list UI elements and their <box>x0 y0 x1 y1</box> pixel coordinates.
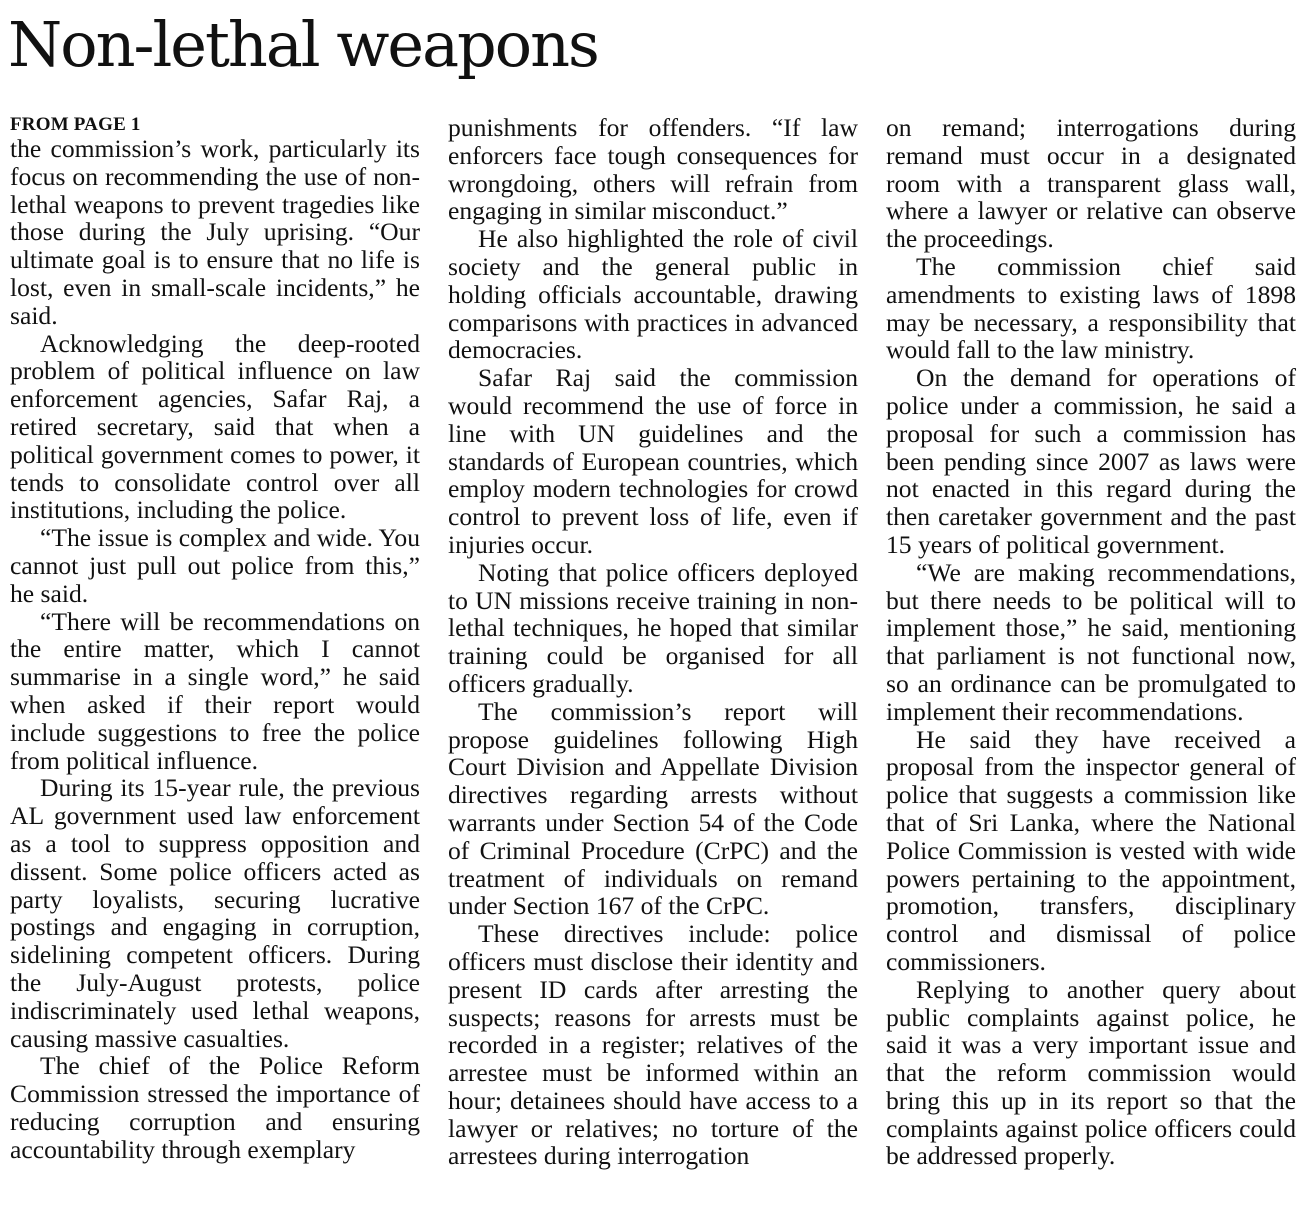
paragraph: Safar Raj said the commission would recommend the use of force in line with UN guidelines and the standards of European countries, which employ modern technologies for crowd control to prevent loss of life, even if injuries occur. <box>448 363 858 559</box>
paragraph: He also highlighted the role of civil society and the general public in holding officials accountable, drawing comparisons with practices in advanced democracies. <box>448 224 858 365</box>
paragraph: Replying to another query about public complaints against police, he said it was a very important issue and that the reform commission would bring this up in its report so that the complaints against police officers could be addressed properly. <box>886 974 1296 1171</box>
paragraph: Noting that police officers deployed to UN missions receive training in non-lethal techniques, he hoped that similar training could be organised for all officers gradually. <box>448 557 858 698</box>
paragraph: The commission’s report will propose guidelines following High Court Division and Appellate Division directives regarding arrests without warrants under Section 54 of the Code of Criminal Procedure (CrPC) and the treatment of individuals on remand under Section 167 of the CrPC. <box>448 696 858 921</box>
headline: Non-lethal weapons <box>8 8 598 81</box>
paragraph: “There will be recommendations on the entire matter, which I cannot summarise in a single word,” he said when asked if their report would include suggestions to free the police from political influence. <box>10 606 420 775</box>
paragraph: Acknowledging the deep-rooted problem of political influence on law enforcement agencies, Safar Raj, a retired secretary, said that when a political government comes to power, it tends to consolidate control over all institutions, including the police. <box>10 328 420 525</box>
paragraph: the commission’s work, particularly its focus on recommending the use of non-lethal weapons to prevent tragedies like those during the July uprising. “Our ultimate goal is to ensure that no life is lost, even in small-scale incidents,” he said. <box>10 134 420 330</box>
paragraph: “The issue is complex and wide. You cannot just pull out police from this,” he said. <box>10 523 420 608</box>
kicker-from-page: FROM PAGE 1 <box>10 114 141 135</box>
paragraph: The commission chief said amendments to existing laws of 1898 may be necessary, a responsibility that would fall to the law ministry. <box>886 251 1296 365</box>
paragraph: During its 15-year rule, the previous AL government used law enforcement as a tool to suppress opposition and dissent. Some police officers acted as party loyalists, securing lucrative postings and engaging in corruption, sidelining competent officers. During the July-August protests, police indiscriminately used lethal weapons, causing massive casualties. <box>10 773 420 1053</box>
article-column-3 <box>886 114 1296 1170</box>
article-column-1 <box>10 114 420 1163</box>
paragraph: The chief of the Police Reform Commission stressed the importance of reducing corruption and ensuring accountability through exemplary <box>10 1051 420 1164</box>
paragraph: He said they have received a proposal from the inspector general of police that suggests a commission like that of Sri Lanka, where the National Police Commission is vested with wide powers pertaining to the appointment, promotion, transfers, disciplinary control and dismissal of police commissioners. <box>886 724 1296 976</box>
article-column-2 <box>448 114 858 1170</box>
paragraph: These directives include: police officers must disclose their identity and present ID cards after arresting the suspects; reasons for arrests must be recorded in a register; relatives of the arrestee must be informed within an hour; detainees should have access to a lawyer or relatives; no torture of the arrestees during interrogation <box>448 919 858 1171</box>
paragraph: “We are making recommendations, but there needs to be political will to implement those,” he said, mentioning that parliament is not functional now, so an ordinance can be promulgated to implement their recommendations. <box>886 557 1296 726</box>
paragraph: On the demand for operations of police under a commission, he said a proposal for such a commission has been pending since 2007 as laws were not enacted in this regard during the then caretaker government and the past 15 years of political government. <box>886 363 1296 559</box>
paragraph: on remand; interrogations during remand must occur in a designated room with a transparent glass wall, where a lawyer or relative can observe the proceedings. <box>886 113 1296 254</box>
paragraph: punishments for offenders. “If law enforcers face tough consequences for wrongdoing, others will refrain from engaging in similar misconduct.” <box>448 113 858 226</box>
